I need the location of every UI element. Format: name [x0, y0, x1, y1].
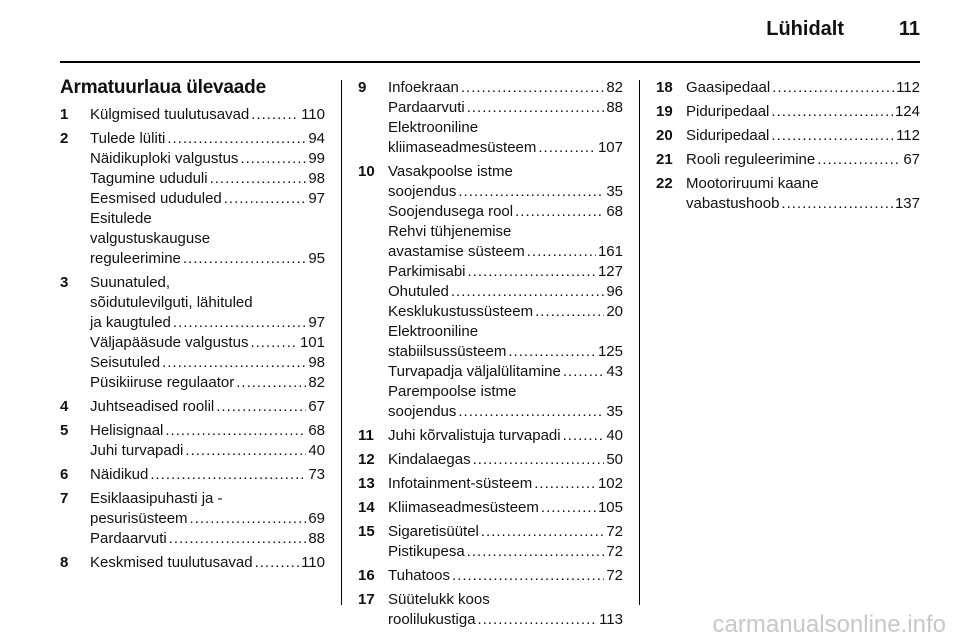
entry-label: Esitulede — [90, 210, 152, 227]
entry-label: Elektrooniline — [388, 119, 479, 136]
dot-leader — [535, 302, 604, 322]
page-link[interactable]: 127 — [597, 263, 623, 280]
page-link[interactable]: 67 — [308, 398, 325, 415]
dot-leader — [236, 373, 306, 393]
index-entry — [358, 426, 623, 446]
entry-text-line — [388, 382, 623, 402]
page-reference[interactable] — [686, 194, 920, 214]
page-link[interactable]: 125 — [597, 343, 623, 360]
entry-label: reguleerimine — [90, 250, 181, 267]
watermark: carmanualsonline.info — [712, 611, 946, 638]
dot-leader — [210, 169, 307, 189]
entry-label: vabastushoob — [686, 195, 780, 212]
entry-label: soojendus — [388, 403, 457, 420]
page-reference[interactable] — [90, 129, 325, 149]
page-reference[interactable] — [686, 126, 920, 146]
entry-lines — [90, 129, 325, 269]
page-link[interactable]: 110 — [301, 554, 325, 571]
page-link[interactable]: 110 — [301, 106, 325, 123]
item-number: 11 — [358, 427, 374, 444]
entry-text-line — [388, 222, 623, 242]
dot-leader — [165, 421, 306, 441]
page-reference[interactable] — [388, 282, 623, 302]
entry-text-line — [90, 273, 325, 293]
page-link[interactable]: 99 — [308, 150, 325, 167]
index-entry — [358, 474, 623, 494]
page-number: 11 — [898, 18, 920, 40]
entry-label: Rehvi tühjenemise — [388, 223, 512, 240]
page-reference[interactable] — [388, 474, 623, 494]
dot-leader — [458, 402, 604, 422]
item-number: 17 — [358, 591, 375, 608]
item-number: 6 — [60, 466, 69, 483]
page-link[interactable]: 88 — [308, 530, 325, 547]
page-reference[interactable] — [90, 397, 325, 417]
entry-label: Helisignaal — [90, 422, 164, 439]
entry-text-line — [90, 229, 325, 249]
page-reference[interactable] — [90, 333, 325, 353]
entry-label: Kindalaegas — [388, 451, 471, 468]
item-number: 1 — [60, 106, 69, 123]
index-entry — [60, 553, 325, 573]
entry-text-line — [90, 293, 325, 313]
page-reference[interactable] — [388, 242, 623, 262]
dot-leader — [467, 542, 605, 562]
entry-label: Turvapadja väljalülitamine — [388, 363, 561, 380]
dot-leader — [781, 194, 893, 214]
entry-label: Siduripedaal — [686, 127, 770, 144]
page-link[interactable]: 124 — [894, 103, 920, 120]
entry-label: Infotainment-süsteem — [388, 475, 533, 492]
dot-leader — [771, 102, 893, 122]
entry-label: Väljapääsude valgustus — [90, 334, 249, 351]
entry-label: kliimaseadmesüsteem — [388, 139, 537, 156]
item-number: 20 — [656, 127, 673, 144]
item-number: 16 — [358, 567, 375, 584]
entry-label: Vasakpoolse istme — [388, 163, 513, 180]
page-link[interactable]: 113 — [599, 611, 623, 628]
entry-lines — [90, 553, 325, 573]
page-link[interactable]: 72 — [606, 523, 623, 540]
entry-label: Parempoolse istme — [388, 383, 517, 400]
dot-leader — [817, 150, 901, 170]
page-reference[interactable] — [388, 262, 623, 282]
page-reference[interactable] — [90, 529, 325, 549]
page-link[interactable]: 112 — [896, 79, 920, 96]
entry-lines — [388, 78, 623, 158]
entry-lines — [90, 273, 325, 393]
page-link[interactable]: 82 — [308, 374, 325, 391]
entry-label: Mootoriruumi kaane — [686, 175, 819, 192]
entry-label: Ohutuled — [388, 283, 449, 300]
item-number: 13 — [358, 475, 375, 492]
index-entry — [358, 566, 623, 586]
index-entry — [60, 397, 325, 417]
dot-leader — [467, 98, 605, 118]
page-link[interactable]: 105 — [597, 499, 623, 516]
entry-label: Kesklukustussüsteem — [388, 303, 534, 320]
page-reference[interactable] — [388, 498, 623, 518]
header-divider — [60, 61, 920, 63]
entry-lines — [90, 465, 325, 485]
entry-lines — [388, 162, 623, 422]
page-reference[interactable] — [388, 202, 623, 222]
dot-leader — [515, 202, 604, 222]
index-column-2 — [358, 78, 623, 634]
entry-label: sõidutulevilguti, lähituled — [90, 294, 253, 311]
page-reference[interactable] — [90, 313, 325, 333]
dot-leader — [527, 242, 596, 262]
index-entry — [656, 102, 920, 122]
item-number: 5 — [60, 422, 69, 439]
page-reference[interactable] — [388, 362, 623, 382]
entry-text-line — [388, 162, 623, 182]
dot-leader — [478, 610, 598, 630]
entry-label: avastamise süsteem — [388, 243, 525, 260]
entry-lines — [388, 566, 623, 586]
entry-lines — [388, 498, 623, 518]
entry-lines — [686, 102, 920, 122]
page-reference[interactable] — [90, 441, 325, 461]
page-reference[interactable] — [388, 566, 623, 586]
entry-label: Juhi kõrvalistuja turvapadi — [388, 427, 561, 444]
dot-leader — [563, 362, 604, 382]
entry-label: soojendus — [388, 183, 457, 200]
index-entry — [656, 150, 920, 170]
item-number: 8 — [60, 554, 69, 571]
page-reference[interactable] — [388, 542, 623, 562]
dot-leader — [190, 509, 307, 529]
dot-leader — [473, 450, 605, 470]
index-entry — [60, 105, 325, 125]
dot-leader — [167, 129, 306, 149]
entry-label: Tulede lüliti — [90, 130, 166, 147]
index-entry — [60, 129, 325, 269]
page-link[interactable]: 73 — [308, 466, 325, 483]
page-reference[interactable] — [388, 182, 623, 202]
dot-leader — [240, 149, 306, 169]
dot-leader — [771, 126, 894, 146]
page-link[interactable]: 101 — [299, 334, 325, 351]
dot-leader — [458, 182, 604, 202]
page-reference[interactable] — [90, 553, 325, 573]
item-number: 4 — [60, 398, 69, 415]
entry-lines — [686, 150, 920, 170]
page-link[interactable]: 82 — [606, 79, 623, 96]
entry-label: Esiklaasipuhasti ja - — [90, 490, 223, 507]
page-reference[interactable] — [388, 342, 623, 362]
index-entry — [60, 465, 325, 485]
page-link[interactable]: 95 — [308, 250, 325, 267]
index-entry — [358, 162, 623, 422]
page-reference[interactable] — [686, 102, 920, 122]
index-entry — [656, 174, 920, 214]
page-reference[interactable] — [388, 522, 623, 542]
page-header — [0, 0, 960, 62]
dot-leader — [150, 465, 306, 485]
entry-label: pesurisüsteem — [90, 510, 188, 527]
page-reference[interactable] — [686, 78, 920, 98]
dot-leader — [173, 313, 306, 333]
entry-label: stabiilsussüsteem — [388, 343, 507, 360]
entry-label: Pardaarvuti — [388, 99, 465, 116]
item-number: 12 — [358, 451, 375, 468]
page-link[interactable]: 43 — [606, 363, 623, 380]
page-link[interactable]: 112 — [896, 127, 920, 144]
page-reference[interactable] — [686, 150, 920, 170]
page-link[interactable]: 161 — [597, 243, 623, 260]
entry-text-line — [388, 322, 623, 342]
item-number: 9 — [358, 79, 367, 96]
page-reference[interactable] — [388, 402, 623, 422]
entry-label: Piduripedaal — [686, 103, 770, 120]
page-link[interactable]: 107 — [597, 139, 623, 156]
entry-label: Juhtseadised roolil — [90, 398, 215, 415]
index-entry — [60, 273, 325, 393]
page-link[interactable]: 97 — [308, 314, 325, 331]
dot-leader — [541, 498, 596, 518]
dot-leader — [468, 262, 596, 282]
page-reference[interactable] — [90, 421, 325, 441]
dot-leader — [534, 474, 596, 494]
entry-label: Elektrooniline — [388, 323, 479, 340]
item-number: 21 — [656, 151, 673, 168]
entry-label: Külgmised tuulutusavad — [90, 106, 250, 123]
page-reference[interactable] — [388, 78, 623, 98]
section-title: Lühidalt — [766, 18, 844, 40]
entry-label: Rooli reguleerimine — [686, 151, 816, 168]
page-link[interactable]: 88 — [606, 99, 623, 116]
dot-leader — [461, 78, 604, 98]
item-number: 22 — [656, 175, 673, 192]
entry-label: Soojendusega rool — [388, 203, 514, 220]
page-link[interactable]: 97 — [308, 190, 325, 207]
entry-text-line — [90, 489, 325, 509]
entry-label: Tagumine ududuli — [90, 170, 208, 187]
entry-label: Gaasipedaal — [686, 79, 771, 96]
page-reference[interactable] — [388, 610, 623, 630]
entry-lines — [90, 105, 325, 125]
page-reference[interactable] — [90, 373, 325, 393]
page-link[interactable]: 96 — [606, 283, 623, 300]
dot-leader — [183, 249, 306, 269]
dot-leader — [185, 441, 306, 461]
entry-lines — [90, 489, 325, 549]
entry-label: Eesmised ududuled — [90, 190, 222, 207]
dot-leader — [452, 566, 604, 586]
index-entry — [60, 421, 325, 461]
page-link[interactable]: 35 — [606, 403, 623, 420]
dot-leader — [508, 342, 596, 362]
entry-lines — [90, 421, 325, 461]
index-entry — [358, 498, 623, 518]
item-number: 14 — [358, 499, 375, 516]
page-link[interactable]: 94 — [308, 130, 325, 147]
dot-leader — [250, 333, 298, 353]
column-divider — [639, 80, 640, 605]
entry-label: Süütelukk koos — [388, 591, 490, 608]
entry-lines — [90, 397, 325, 417]
entry-label: Parkimisabi — [388, 263, 466, 280]
index-entry — [656, 78, 920, 98]
page-link[interactable]: 102 — [597, 475, 623, 492]
page-reference[interactable] — [388, 450, 623, 470]
entry-label: ja kaugtuled — [90, 314, 171, 331]
item-number: 19 — [656, 103, 673, 120]
page-title: Armatuurlaua ülevaade — [60, 77, 266, 98]
page-reference[interactable] — [90, 189, 325, 209]
entry-label: Näidikud — [90, 466, 149, 483]
page-link[interactable]: 40 — [606, 427, 623, 444]
index-column-3 — [656, 78, 920, 218]
entry-label: Juhi turvapadi — [90, 442, 184, 459]
entry-lines — [686, 174, 920, 214]
index-column-1 — [60, 105, 325, 577]
page-link[interactable]: 137 — [894, 195, 920, 212]
entry-lines — [388, 522, 623, 562]
page-link[interactable]: 68 — [308, 422, 325, 439]
index-entry — [358, 590, 623, 630]
index-entry — [656, 126, 920, 146]
entry-label: Sigaretisüütel — [388, 523, 479, 540]
page-reference[interactable] — [90, 249, 325, 269]
entry-text-line — [388, 590, 623, 610]
item-number: 18 — [656, 79, 673, 96]
page-reference[interactable] — [90, 169, 325, 189]
entry-label: Pardaarvuti — [90, 530, 167, 547]
page-reference[interactable] — [90, 509, 325, 529]
index-entry — [60, 489, 325, 549]
page-reference[interactable] — [90, 105, 325, 125]
dot-leader — [224, 189, 307, 209]
entry-text-line — [388, 118, 623, 138]
dot-leader — [538, 138, 596, 158]
entry-label: Kliimaseadmesüsteem — [388, 499, 539, 516]
page-link[interactable]: 35 — [606, 183, 623, 200]
dot-leader — [451, 282, 604, 302]
page-reference[interactable] — [388, 98, 623, 118]
item-number: 2 — [60, 130, 69, 147]
entry-text-line — [686, 174, 920, 194]
entry-label: Infoekraan — [388, 79, 459, 96]
entry-label: Suunatuled, — [90, 274, 171, 291]
dot-leader — [255, 553, 299, 573]
page-reference[interactable] — [388, 426, 623, 446]
dot-leader — [216, 397, 306, 417]
page-reference[interactable] — [388, 138, 623, 158]
entry-lines — [388, 474, 623, 494]
page-link[interactable]: 98 — [308, 354, 325, 371]
page-link[interactable]: 67 — [903, 151, 920, 168]
entry-lines — [686, 126, 920, 146]
entry-label: Keskmised tuulutusavad — [90, 554, 253, 571]
page-link[interactable]: 50 — [606, 451, 623, 468]
dot-leader — [251, 105, 299, 125]
page-reference[interactable] — [90, 149, 325, 169]
entry-text-line — [90, 209, 325, 229]
dot-leader — [169, 529, 307, 549]
index-entry — [358, 450, 623, 470]
dot-leader — [563, 426, 605, 446]
entry-lines — [686, 78, 920, 98]
page-link[interactable]: 72 — [606, 567, 623, 584]
dot-leader — [481, 522, 604, 542]
item-number: 3 — [60, 274, 69, 291]
page-link[interactable]: 69 — [308, 510, 325, 527]
item-number: 15 — [358, 523, 375, 540]
page-link[interactable]: 98 — [308, 170, 325, 187]
item-number: 7 — [60, 490, 69, 507]
page-link[interactable]: 20 — [606, 303, 623, 320]
entry-lines — [388, 450, 623, 470]
column-divider — [341, 80, 342, 605]
entry-label: roolilukustiga — [388, 611, 476, 628]
page-link[interactable]: 72 — [606, 543, 623, 560]
page-link[interactable]: 68 — [606, 203, 623, 220]
page-reference[interactable] — [388, 302, 623, 322]
page-reference[interactable] — [90, 353, 325, 373]
entry-label: Näidikuploki valgustus — [90, 150, 239, 167]
index-entry — [358, 78, 623, 158]
entry-label: Seisutuled — [90, 354, 161, 371]
entry-lines — [388, 426, 623, 446]
index-entry — [358, 522, 623, 562]
entry-label: Tuhatoos — [388, 567, 450, 584]
entry-label: Püsikiiruse regulaator — [90, 374, 235, 391]
page-link[interactable]: 40 — [308, 442, 325, 459]
page-reference[interactable] — [90, 465, 325, 485]
entry-label: Pistikupesa — [388, 543, 465, 560]
entry-label: valgustuskauguse — [90, 230, 211, 247]
item-number: 10 — [358, 163, 375, 180]
entry-lines — [388, 590, 623, 630]
dot-leader — [772, 78, 894, 98]
dot-leader — [162, 353, 306, 373]
